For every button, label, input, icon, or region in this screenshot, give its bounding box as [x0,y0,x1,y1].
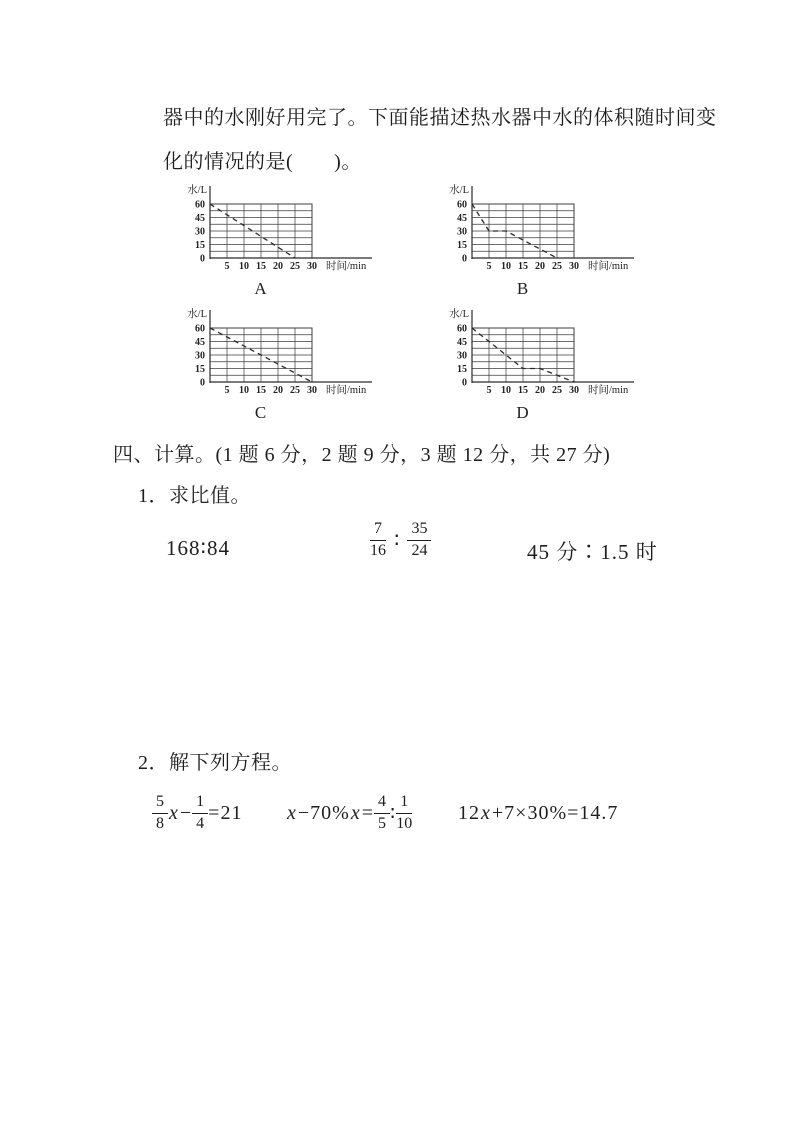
fraction-7-16 [370,521,386,560]
y-tick-label: 45 [195,337,205,348]
fraction-denominator: 10 [396,814,413,832]
y-axis-label: 水/L [187,185,207,196]
fraction-numerator: 4 [374,794,390,814]
x-tick-label: 5 [486,261,492,272]
y-tick-label: 0 [462,253,467,265]
fraction-numerator: 35 [407,521,431,541]
equation-text: ∶ [390,802,397,825]
equation-1 [152,785,242,841]
x-tick-label: 20 [273,385,283,396]
fraction-denominator: 5 [378,814,387,832]
x-tick-label: 5 [224,261,230,272]
y-tick-label: 15 [195,240,205,251]
x-tick-label: 25 [290,261,300,272]
y-tick-label: 60 [195,323,205,335]
problem2-label: 2．解下列方程。 [138,752,292,774]
x-tick-label: 10 [239,261,249,272]
variable: x [481,801,491,824]
variable: x [169,801,179,824]
chart-option-letter-C: C [254,403,268,422]
chart-option-C [176,302,416,424]
x-axis-label: 时间/min [326,261,367,272]
chart-option-letter-D: D [516,403,530,422]
fraction-denominator: 16 [370,541,386,559]
y-tick-label: 0 [200,253,205,265]
x-tick-label: 10 [501,385,511,396]
fraction-4-5 [374,794,390,833]
chart-option-B [438,178,678,300]
x-tick-label: 30 [307,385,317,396]
chart-options-grid [0,0,793,440]
equation-text: +7×30%=14.7 [491,801,619,824]
axes [472,186,634,259]
fraction-1-4 [192,794,208,833]
chart-option-letter-B: B [516,279,530,298]
y-tick-label: 0 [462,377,467,389]
fraction-numerator: 1 [192,794,208,814]
chart-option-D [438,302,678,424]
variable: x [350,801,361,824]
equation-text: −70% [297,801,350,824]
fraction-denominator: 4 [196,814,205,832]
x-tick-label: 20 [273,261,283,272]
y-tick-label: 45 [457,213,467,224]
fraction-5-8 [152,794,168,833]
variable: x [287,801,297,824]
x-axis-label: 时间/min [588,261,629,272]
y-axis-label: 水/L [187,309,207,320]
x-tick-label: 25 [552,385,562,396]
x-tick-label: 10 [501,261,511,272]
equation-text: = [361,801,375,824]
x-tick-label: 25 [290,385,300,396]
y-tick-label: 15 [195,364,205,375]
x-tick-label: 5 [486,385,492,396]
y-tick-label: 0 [200,377,205,389]
fraction-numerator: 5 [152,794,168,814]
y-tick-label: 45 [195,213,205,224]
grid-lines [472,328,574,382]
ratio-expression-1: 168∶84 [166,536,230,560]
y-axis-label: 水/L [449,185,469,196]
y-tick-label: 60 [457,323,467,335]
y-tick-label: 30 [457,350,467,362]
chart-option-A [176,178,416,300]
y-tick-label: 30 [457,226,467,238]
equation-3 [458,785,618,841]
x-axis-label: 时间/min [326,385,367,396]
y-tick-label: 15 [457,364,467,375]
equation-text: − [179,801,193,824]
x-tick-label: 25 [552,261,562,272]
x-tick-label: 15 [256,385,266,396]
x-tick-label: 5 [224,385,230,396]
x-tick-label: 30 [569,261,579,272]
x-tick-label: 15 [518,261,528,272]
y-tick-label: 60 [195,199,205,211]
x-tick-label: 30 [307,261,317,272]
question-text-line-2: 化的情况的是( )。 [163,151,362,173]
question-text-line-1: 器中的水刚好用完了。下面能描述热水器中水的体积随时间变 [163,107,717,129]
x-tick-label: 30 [569,385,579,396]
y-tick-label: 15 [457,240,467,251]
x-tick-label: 15 [256,261,266,272]
chart-plot-B [438,178,678,274]
y-tick-label: 45 [457,337,467,348]
x-tick-label: 15 [518,385,528,396]
axes [210,310,372,383]
ratio-colon: ∶ [394,527,400,552]
chart-option-letter-A: A [254,279,268,298]
chart-plot-D [438,302,678,398]
chart-plot-A [176,178,416,274]
ratio-expression-3: 45 分∶1.5 时 [527,540,658,564]
equation-text: 12 [458,801,480,824]
problem1-label: 1．求比值。 [138,485,251,507]
fraction-denominator: 8 [156,814,164,832]
fraction-denominator: 24 [411,541,428,559]
grid-lines [472,204,574,258]
axes [210,186,372,259]
fraction-numerator: 1 [396,794,412,814]
fraction-1-10 [396,794,412,833]
x-tick-label: 10 [239,385,249,396]
y-tick-label: 60 [457,199,467,211]
x-axis-label: 时间/min [588,385,629,396]
y-tick-label: 30 [195,350,205,362]
ratio-expression-2 [370,521,431,560]
x-tick-label: 20 [535,385,545,396]
grid-lines [210,204,312,258]
equation-text: =21 [208,801,243,824]
chart-plot-C [176,302,416,398]
section-heading: 四、计算。(1 题 6 分，2 题 9 分，3 题 12 分，共 27 分) [113,444,611,466]
fraction-numerator: 7 [370,521,386,541]
x-tick-label: 20 [535,261,545,272]
equation-2 [286,785,412,841]
y-tick-label: 30 [195,226,205,238]
y-axis-label: 水/L [449,309,469,320]
fraction-35-24 [407,521,431,560]
